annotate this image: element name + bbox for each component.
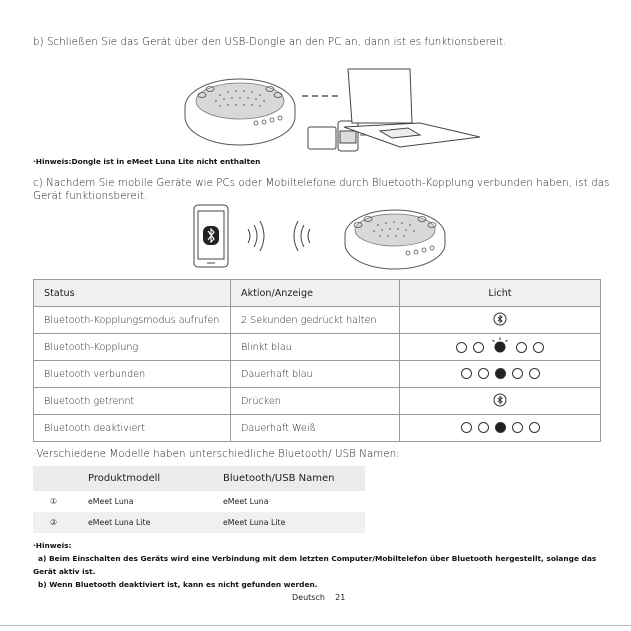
usb-connection-illustration: [180, 65, 490, 165]
row-num: ②: [33, 512, 88, 533]
row-light: [400, 415, 601, 442]
usb-dongle-illustration: [308, 121, 358, 151]
led-off-icon: [529, 422, 540, 433]
led-off-icon: [512, 422, 523, 433]
bluetooth-icon: [493, 312, 507, 326]
led-off-icon: [512, 368, 523, 379]
led-off-icon: [456, 342, 467, 353]
led-on-icon: [495, 368, 506, 379]
table-row: [34, 415, 601, 442]
speaker-illustration: [185, 79, 295, 145]
hint-dongle: ·Hinweis:Dongle ist in eMeet Luna Lite nicht enthalten: [33, 157, 261, 166]
table-row: [33, 491, 365, 512]
row-light: [400, 334, 601, 361]
row-action: Drücken: [231, 388, 400, 415]
row-action: Dauerhaft Weiß: [231, 415, 400, 442]
speaker-illustration-2: [345, 210, 445, 269]
led-off-icon: [516, 342, 527, 353]
header-num: [33, 466, 88, 491]
header-status: Status: [34, 280, 231, 307]
hint-title: ·Hinweis:: [33, 541, 72, 550]
page-bottom-rule: [0, 625, 631, 626]
section-c-line1: c) Nachdem Sie mobile Geräte wie PCs oder Mobiltelefone durch Bluetooth-Kopplung verbunden haben, ist das: [33, 178, 610, 189]
header-action: Aktion/Anzeige: [231, 280, 400, 307]
row-model: eMeet Luna Lite: [88, 512, 223, 533]
led-off-icon: [473, 342, 484, 353]
table-row: [33, 512, 365, 533]
led-off-icon: [478, 368, 489, 379]
led-blinking-icon: [490, 337, 510, 357]
bluetooth-icon: [203, 226, 219, 245]
led-indicator-row: [456, 337, 544, 357]
row-light: [400, 388, 601, 415]
row-status: Bluetooth-Kopplung: [34, 334, 231, 361]
hint-a-line2: Gerät aktiv ist.: [33, 567, 96, 576]
section-c-line2: Gerät funktionsbereit.: [33, 191, 148, 202]
row-num: ①: [50, 497, 57, 506]
header-model: Produktmodell: [88, 466, 223, 491]
row-model: eMeet Luna: [88, 497, 134, 506]
table-row: [34, 361, 601, 388]
models-table: [33, 466, 365, 533]
hint-b: b) Wenn Bluetooth deaktiviert ist, kann es nicht gefunden werden.: [38, 580, 318, 589]
led-off-icon: [529, 368, 540, 379]
row-action: 2 Sekunden gedrückt halten: [231, 307, 400, 334]
row-status: Bluetooth verbunden: [34, 361, 231, 388]
led-indicator-row: [461, 368, 540, 379]
row-status: Bluetooth deaktiviert: [34, 415, 231, 442]
table-row: [34, 388, 601, 415]
row-light: [400, 361, 601, 388]
header-name: Bluetooth/USB Namen: [223, 466, 365, 491]
table-row: [34, 307, 601, 334]
led-indicator-row: [461, 422, 540, 433]
header-light: Licht: [400, 280, 601, 307]
bluetooth-pairing-illustration: [188, 203, 458, 273]
row-name: eMeet Luna Lite: [223, 512, 365, 533]
row-status: Bluetooth getrennt: [34, 388, 231, 415]
row-action: Blinkt blau: [231, 334, 400, 361]
row-name: eMeet Luna: [223, 497, 269, 506]
models-intro: ·Verschiedene Modelle haben unterschiedliche Bluetooth/ USB Namen:: [33, 449, 400, 460]
led-on-icon: [495, 422, 506, 433]
bluetooth-icon: [493, 393, 507, 407]
signal-waves: [248, 221, 310, 251]
page-footer: Deutsch 21: [292, 593, 346, 602]
led-off-icon: [478, 422, 489, 433]
status-table-header: [34, 280, 601, 307]
status-table: [33, 279, 601, 442]
led-off-icon: [461, 368, 472, 379]
section-b-text: b) Schließen Sie das Gerät über den USB-Dongle an den PC an, dann ist es funktionsbereit.: [33, 37, 507, 48]
hint-a-line1: a) Beim Einschalten des Geräts wird eine Verbindung mit dem letzten Computer/Mobiltelefon über Bluetooth hergestellt, solange das: [38, 554, 597, 563]
row-light: [400, 307, 601, 334]
table-row: [34, 334, 601, 361]
led-off-icon: [461, 422, 472, 433]
row-status: Bluetooth-Kopplungsmodus aufrufen: [34, 307, 231, 334]
models-table-header: [33, 466, 365, 491]
row-action: Dauerhaft blau: [231, 361, 400, 388]
led-off-icon: [533, 342, 544, 353]
